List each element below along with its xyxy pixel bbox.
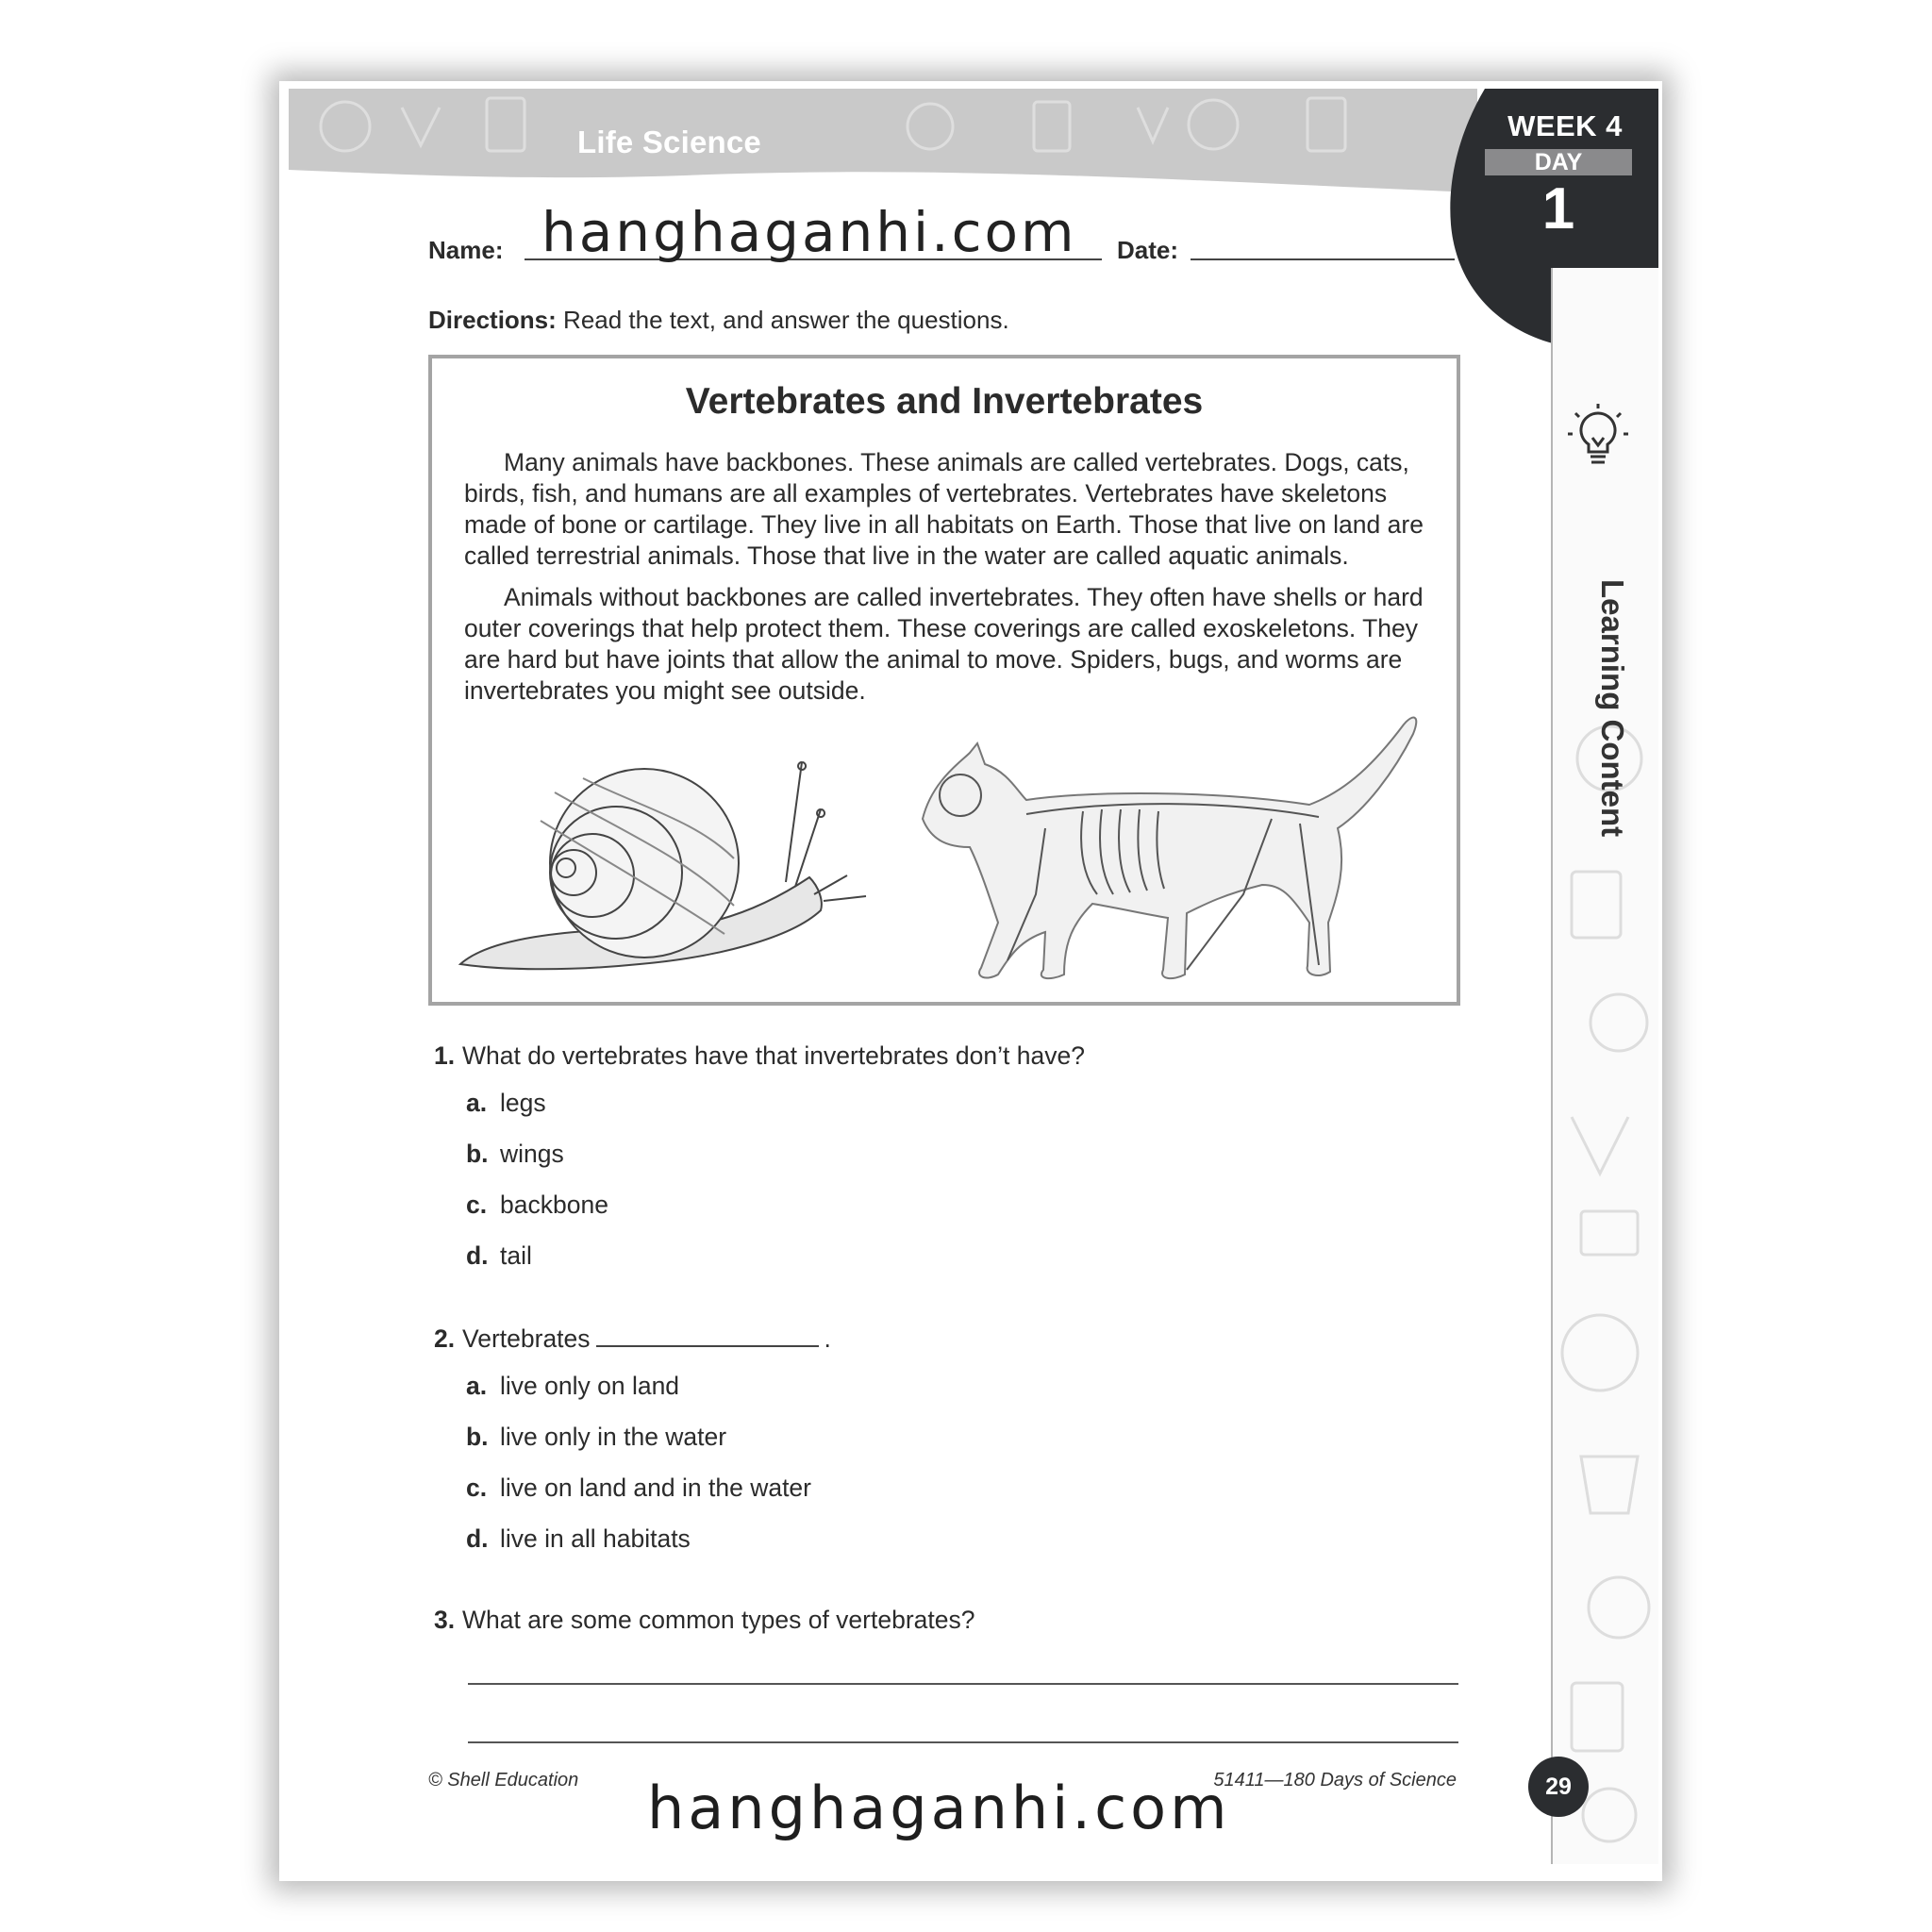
q2-option-d[interactable] [466, 1524, 691, 1554]
page-number: 29 [1528, 1757, 1589, 1817]
side-strip [1551, 268, 1658, 1864]
directions-label: Directions: [428, 306, 557, 334]
question-number: 1. [434, 1041, 456, 1070]
option-letter: a. [466, 1089, 488, 1117]
directions [428, 306, 1009, 335]
question-text: What do vertebrates have that invertebrates don’t have? [462, 1041, 1085, 1070]
snail-illustration [451, 717, 885, 991]
lightbulb-icon [1562, 400, 1634, 472]
question-text-end: . [824, 1324, 831, 1353]
q1-option-c[interactable] [466, 1191, 608, 1220]
q2-option-c[interactable] [466, 1474, 811, 1503]
option-letter: c. [466, 1191, 488, 1219]
day-label: DAY [1485, 149, 1632, 175]
question-number: 3. [434, 1606, 456, 1634]
question-1 [434, 1041, 1085, 1071]
passage-paragraph-2: Animals without backbones are called invertebrates. They often have shells or hard outer coverings that help protect them. These coverings are called exoskeletons. They are hard but have joints that allow the animal to move. Spiders, bugs, and worms are invertebrates you might see outside. [464, 583, 1424, 705]
footer-copyright: © Shell Education [428, 1770, 579, 1790]
question-2 [434, 1324, 831, 1354]
date-label: Date: [1117, 236, 1179, 264]
passage-paragraph-1: Many animals have backbones. These animals are called vertebrates. Dogs, cats, birds, fish, and humans are all examples of vertebrates. Vertebrates have skeletons made of bone or cartilage. They live in all habitats on Earth. Those that live on land are called terrestrial animals. Those that live in the water are called aquatic animals. [464, 448, 1424, 570]
option-letter: c. [466, 1474, 488, 1502]
question-number: 2. [434, 1324, 456, 1353]
option-letter: d. [466, 1524, 489, 1553]
option-letter: a. [466, 1372, 488, 1400]
question-3 [434, 1606, 974, 1635]
q2-option-b[interactable] [466, 1423, 726, 1452]
option-text: wings [500, 1140, 564, 1168]
option-letter: b. [466, 1423, 489, 1451]
subject-title: Life Science [577, 125, 761, 159]
name-label: Name: [428, 236, 504, 264]
footer-book-title: 51411—180 Days of Science [1213, 1770, 1457, 1790]
q1-option-d[interactable] [466, 1241, 532, 1271]
q2-option-a[interactable] [466, 1372, 679, 1401]
q1-option-b[interactable] [466, 1140, 564, 1169]
cat-skeleton-illustration [904, 706, 1451, 989]
option-text: live on land and in the water [500, 1474, 811, 1502]
question-text: What are some common types of vertebrates? [462, 1606, 975, 1634]
option-text: live in all habitats [500, 1524, 691, 1553]
q1-option-a[interactable] [466, 1089, 546, 1118]
option-letter: d. [466, 1241, 489, 1270]
answer-blank[interactable] [596, 1326, 819, 1347]
option-text: backbone [500, 1191, 608, 1219]
option-text: legs [500, 1089, 546, 1117]
answer-line-2[interactable] [468, 1741, 1458, 1743]
name-value: hanghaganhi.com [541, 200, 1077, 264]
answer-line-1[interactable] [468, 1683, 1458, 1685]
date-field-line[interactable] [1191, 258, 1455, 260]
section-label: Learning Content [1595, 579, 1630, 838]
reading-passage [428, 355, 1460, 1006]
option-text: live only on land [500, 1372, 680, 1400]
passage-title: Vertebrates and Invertebrates [685, 381, 1204, 422]
option-text: live only in the water [500, 1423, 727, 1451]
watermark-text: hanghaganhi.com [647, 1774, 1231, 1842]
option-text: tail [500, 1241, 532, 1270]
week-label: WEEK 4 [1507, 109, 1623, 142]
question-text: Vertebrates [462, 1324, 591, 1353]
directions-text: Read the text, and answer the questions. [556, 306, 1009, 334]
science-doodles [1553, 268, 1658, 1864]
option-letter: b. [466, 1140, 489, 1168]
day-number: 1 [1541, 176, 1575, 242]
worksheet-page [289, 89, 1658, 1864]
